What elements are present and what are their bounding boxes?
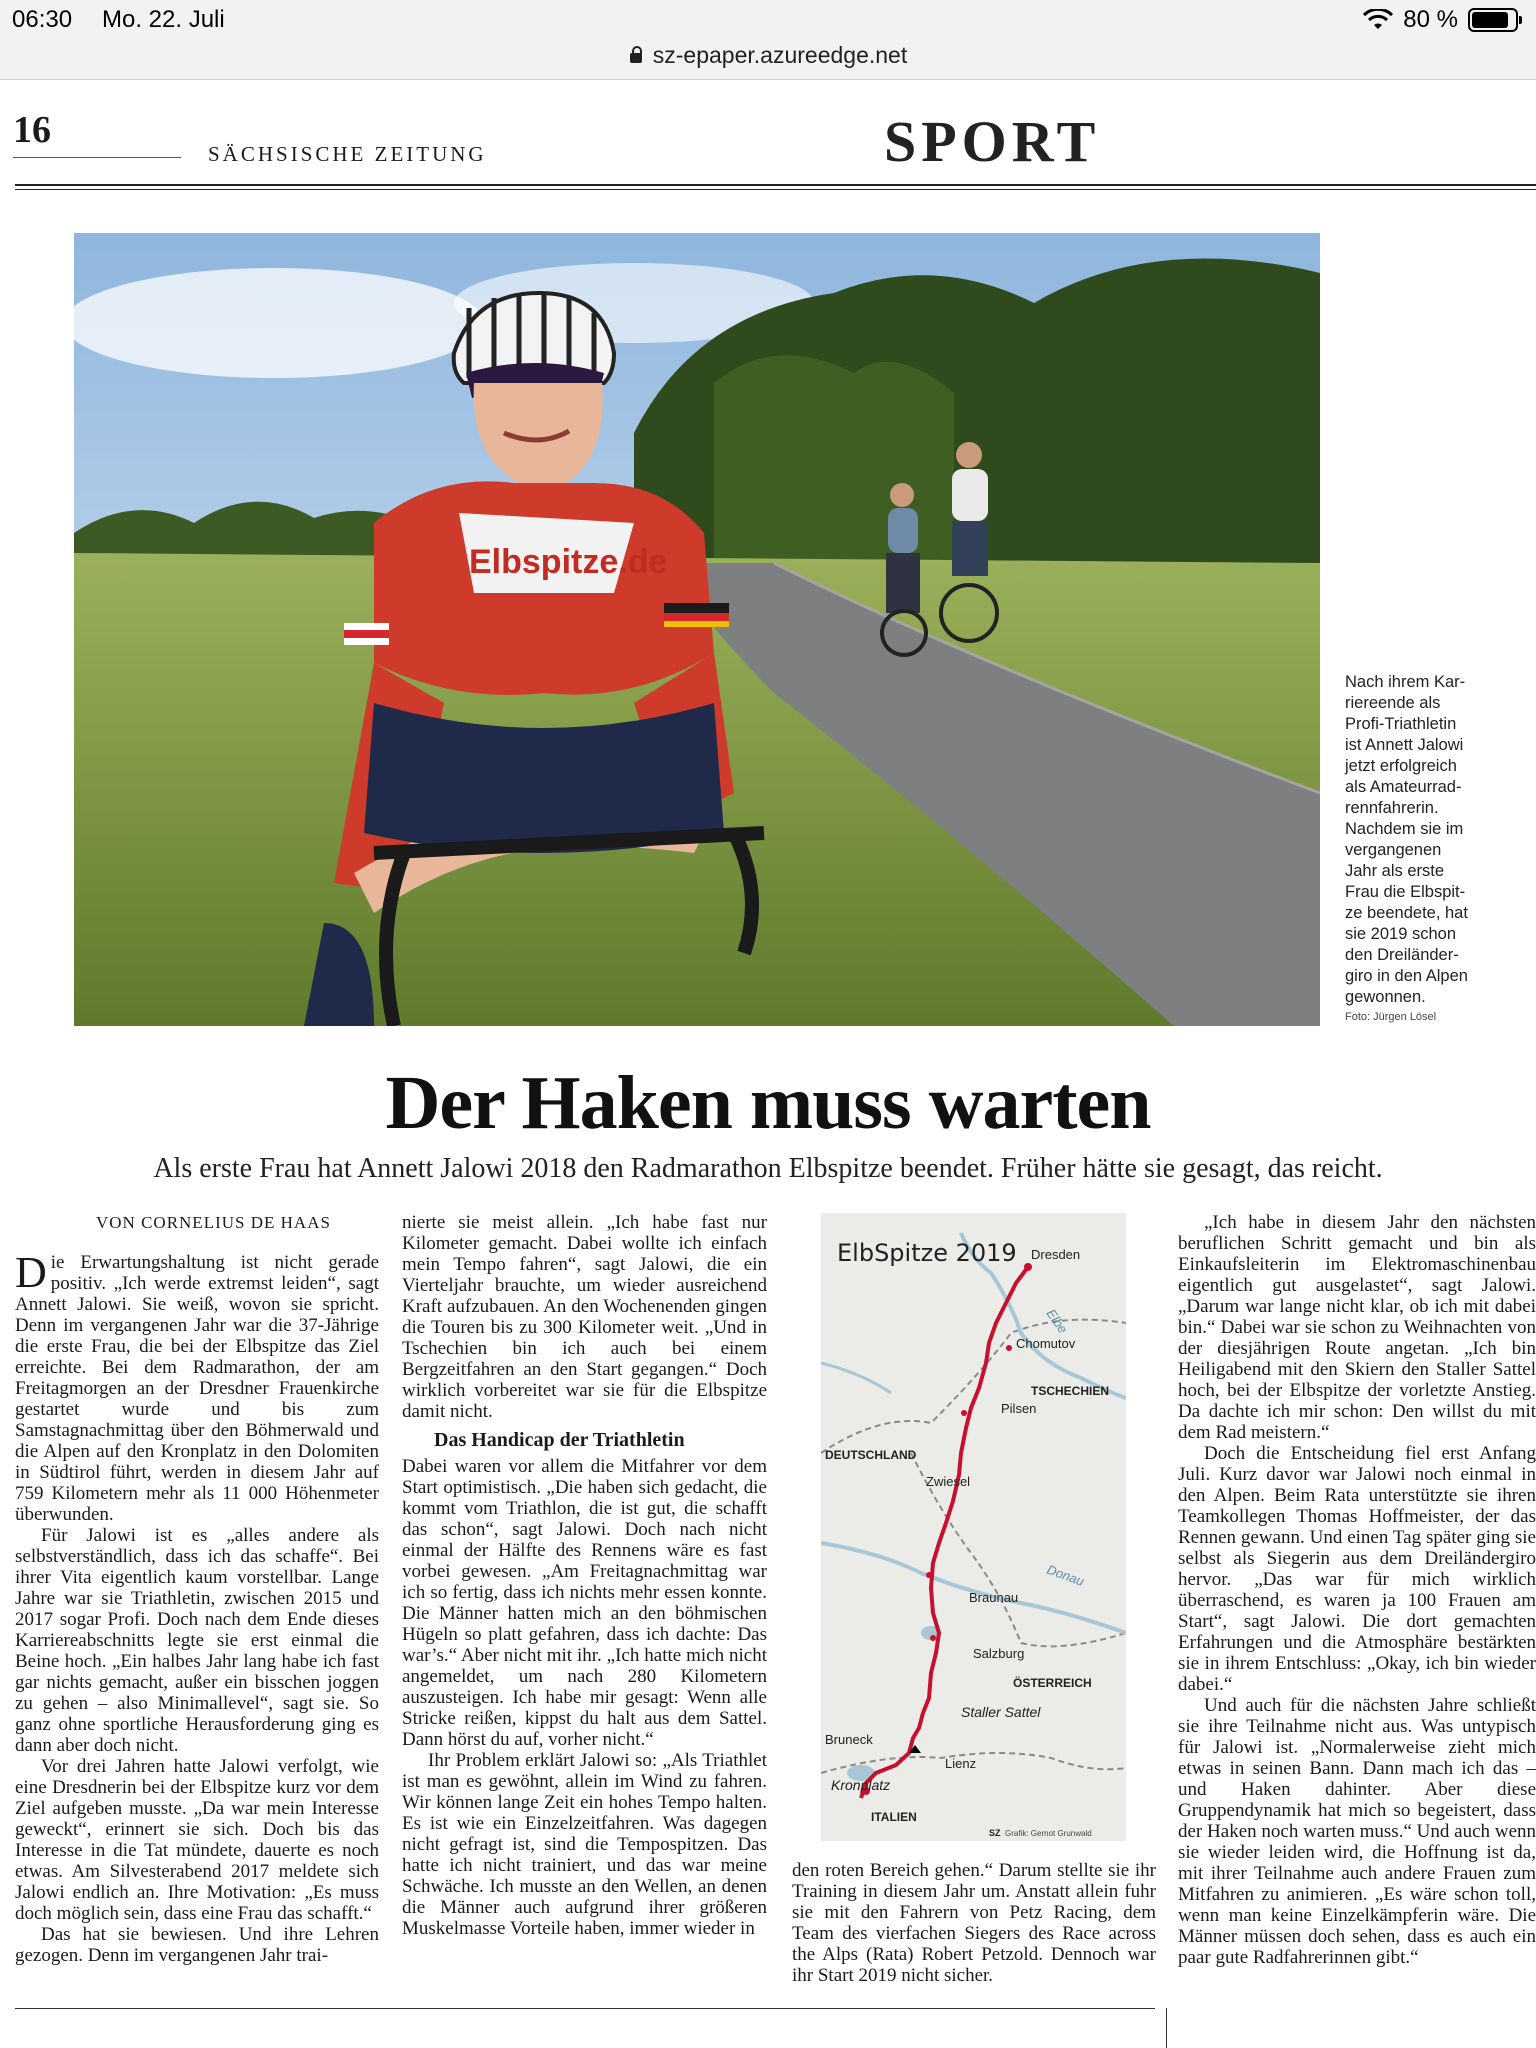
- article-paragraph: Und auch für die nächsten Jahre schließt sie ihre Teilnahme nicht aus. Was untypisch für Jalowi ist. „Normalerweise zieht mich etwas in seinen Bann. Dann mach ich das – und Haken dahinter. Aber diese Gruppendynamik hat mich so begeistert, dass der Haken noch warten muss.“ Und auch wenn sie wieder leiden wird, die Hoffnung ist da, mit ihrer Teilnahme auch andere Frauen zum Mitfahren zu animieren. „Es wäre schon toll, wenn man keine Einzelkämpferin wäre. Die Männer müssen doch sehen, dass es auch ein paar gute Radfahrerinnen gibt.“: [1178, 1695, 1536, 1968]
- newspaper-name: SÄCHSISCHE ZEITUNG: [208, 142, 487, 166]
- footer-divider: [1166, 2008, 1167, 2048]
- article-column-3: [792, 1860, 1156, 1986]
- status-bar: [0, 0, 1536, 80]
- map-marker-braunau: [926, 1572, 932, 1578]
- header-rule: [15, 184, 1536, 186]
- map-label-staller-sattel: Staller Sattel: [961, 1704, 1041, 1720]
- article-paragraph: nierte sie meist allein. „Ich habe fast nur Kilometer gemacht. Dabei wollte ich einfach mein Tempo fahren“, sagt Jalowi, die ein Vierteljahr brauchte, um wieder ausreichend Kraft aufzubauen. An den Wochenenden gingen die Touren bis zu 300 Kilometer weit. „Und in Tschechien bin ich auch bei einem Bergzeitfahren an den Start gegangen.“ Doch wirklich vorbereitet war sie für die Elbspitze damit nicht.: [402, 1212, 767, 1422]
- article-paragraph: Für Jalowi ist es „alles andere als selbstverständlich, dass ich das schaffe“. Bei ihrer Vita eigentlich kaum vorstellbar. Lange Jahre war sie Triathletin, zwischen 2015 und 2017 sogar Profi. Doch nach dem Ende dieses Karriereabschnitts legte sie erst einmal die Beine hoch. „Ein halbes Jahr lang habe ich fast gar nichts gemacht, außer ein bisschen joggen zu gehen – also Minimallevel“, sagt sie. So ganz ohne sportliche Herausforderung ging es dann aber doch nicht.: [15, 1525, 379, 1756]
- article-column-4: [1178, 1212, 1536, 1968]
- article-subheading: Das Handicap der Triathletin: [434, 1429, 685, 1451]
- map-label-zwiesel: Zwiesel: [926, 1474, 971, 1489]
- map-label-tschechien: TSCHECHIEN: [1031, 1384, 1110, 1398]
- map-label-lienz: Lienz: [945, 1756, 977, 1771]
- map-label-kronplatz: Kronplatz: [831, 1777, 891, 1793]
- map-label-braunau: Braunau: [969, 1590, 1019, 1605]
- map-marker-salzburg: [930, 1635, 936, 1641]
- photo-caption: Nach ihrem Kar- riereende als Profi-Triathletin ist Annett Jalowi jetzt erfolgreich als Amateurrad- rennfahrerin. Nachdem sie im vergangenen Jahr als erste Frau die Elbspit- ze beendete, hat sie 2019 schon den Dreiländer- giro in den Alpen gewonnen.: [1345, 673, 1468, 1006]
- article-photo[interactable]: [74, 233, 1320, 1026]
- map-title: ElbSpitze 2019: [837, 1239, 1017, 1267]
- article-paragraph: „Ich habe in diesem Jahr den nächsten beruflichen Schritt gemacht und bin als Einkaufsleiterin im Elektromaschinenbau eigentlich gut ausgelastet“, sagt Jalowi. „Darum war lange nicht klar, ob ich mit dabei bin.“ Dabei war sie schon zu Weihnachten von der diesjährigen Route angetan. „Ich bin Heiligabend mit den Skiern den Staller Sattel hoch, bei der Elbspitze der vorletzte Anstieg. Da dachte ich mir schon: Den willst du mit dem Rad meistern.“: [1178, 1212, 1536, 1443]
- route-map-graphic: [821, 1213, 1126, 1841]
- article-paragraph: Das hat sie bewiesen. Und ihre Lehren gezogen. Denn im vergangenen Jahr trai-: [15, 1924, 379, 1966]
- photo-credit: Foto: Jürgen Lösel: [1345, 1011, 1437, 1023]
- map-label-salzburg: Salzburg: [973, 1646, 1025, 1661]
- map-credit: Grafik: Gernot Grunwald: [1005, 1829, 1092, 1838]
- map-label-donau: Donau: [1044, 1561, 1087, 1589]
- map-marker-chomutov: [1006, 1345, 1012, 1351]
- map-credit-sz: SZ: [989, 1828, 1001, 1838]
- map-label-dresden: Dresden: [1031, 1247, 1081, 1262]
- map-marker-dresden: [1024, 1263, 1032, 1271]
- article-paragraph: den roten Bereich gehen.“ Darum stellte sie ihr Training in diesem Jahr um. Anstatt allein fuhr sie mit den Fahrern von Petz Racing, dem Team des vierfachen Siegers des Race across the Alps (Rata) Robert Petzold. Dennoch war ihr Start 2019 nicht sicher.: [792, 1860, 1156, 1986]
- status-indicators: [1363, 6, 1518, 34]
- map-label-italien: ITALIEN: [871, 1810, 917, 1824]
- page-number: 16: [13, 109, 51, 151]
- jersey-text: Elbspitze.de: [469, 543, 668, 581]
- cyclist-photo-illustration: [74, 233, 1320, 1026]
- page-number-rule: [13, 157, 181, 158]
- map-label-chomutov: Chomutov: [1016, 1336, 1076, 1351]
- lock-icon: [629, 46, 643, 64]
- article-byline: VON CORNELIUS DE HAAS: [96, 1213, 331, 1232]
- section-title: SPORT: [884, 109, 1101, 174]
- wifi-icon: [1363, 9, 1393, 31]
- map-label-oesterreich: ÖSTERREICH: [1013, 1676, 1092, 1690]
- battery-icon: [1468, 8, 1518, 32]
- status-time: 06:30: [12, 6, 73, 33]
- article-paragraph: Die Erwartungshaltung ist nicht gerade positiv. „Ich werde extremst leiden“, sagt Annett Jalowi. Sie weiß, wovon sie spricht. Denn im vergangenen Jahr war die 37-Jährige die erste Frau, die bei der Elbspitze das Ziel erreichte. Bei dem Radmarathon, der am Freitagmorgen an der Dresdner Frauenkirche gestartet wurde und bis zum Samstagnachmittag über den Böhmerwald und die Alpen auf den Kronplatz in den Dolomiten in Südtirol führt, werden in diesem Jahr auf 759 Kilometern mehr als 11 000 Höhenmeter überwunden.: [15, 1248, 379, 1525]
- map-label-pilsen: Pilsen: [1001, 1401, 1037, 1416]
- map-label-bruneck: Bruneck: [825, 1732, 873, 1747]
- article-column-1: [15, 1248, 379, 1966]
- dropcap: D: [15, 1248, 47, 1297]
- header-rule-thin: [15, 189, 1536, 190]
- battery-percentage: 80 %: [1403, 6, 1458, 33]
- status-date: Mo. 22. Juli: [102, 6, 225, 33]
- url-text[interactable]: sz-epaper.azureedge.net: [652, 41, 908, 68]
- address-bar[interactable]: [0, 38, 1536, 72]
- article-paragraph: Vor drei Jahren hatte Jalowi verfolgt, wie eine Dresdnerin bei der Elbspitze kurz vor dem Ziel aufgeben musste. „Da war mein Interesse geweckt“, erinnert sie sich. Doch bis das Interesse in die Tat mündete, dauerte es noch etwas. Am Silvesterabend 2017 meldete sich Jalowi endlich an. Ihre Motivation: „Es muss doch möglich sein, dass eine Frau das schafft.“: [15, 1756, 379, 1924]
- map-label-deutschland: DEUTSCHLAND: [825, 1448, 917, 1462]
- footer-rule: [15, 2008, 1155, 2009]
- article-column-2: [402, 1212, 767, 1939]
- article-paragraph: Doch die Entscheidung fiel erst Anfang Juli. Kurz davor war Jalowi noch einmal in den Alpen. Beim Rata unterstützte sie ihren Teamkollegen Thomas Hoffmeister, der das Rennen gewann. Und einen Tag später ging sie selbst als Siegerin aus dem Dreiländergiro hervor. „Das war für mich wirklich überraschend, es waren ja 100 Frauen am Start“, sagt Jalowi. Die dort gemachten Erfahrungen und die Atmosphäre bestärkten sie in ihrem Entschluss: „Okay, ich bin wieder dabei.“: [1178, 1443, 1536, 1695]
- route-map[interactable]: [821, 1213, 1126, 1841]
- map-marker-pilsen: [961, 1410, 967, 1416]
- map-label-elbe: Elbe: [1043, 1306, 1071, 1337]
- article-paragraph: Dabei waren vor allem die Mitfahrer vor dem Start optimistisch. „Die haben sich gedacht, die kommt vom Triathlon, die ist gut, die schafft das schon“, sagt Jalowi. Doch nach nicht einmal der Hälfte des Rennens wäre es fast vorbei gewesen. „Am Freitagnachmittag war ich so fertig, dass ich nichts mehr essen konnte. Die Männer hatten mich an den böhmischen Hügeln so platt gefahren, dass ich dachte: Das war’s.“ Aber nicht mit ihr. „Ich hatte mich nicht angemeldet, um nach 280 Kilometern auszusteigen. Ich habe mir gesagt: Wenn alle Stricke reißen, kippst du halt aus dem Sattel. Dann hörst du auf, vorher nicht.“: [402, 1456, 767, 1750]
- article-subline: Als erste Frau hat Annett Jalowi 2018 den Radmarathon Elbspitze beendet. Früher hätte sie gesagt, das reicht.: [153, 1153, 1383, 1184]
- article-headline: Der Haken muss warten: [385, 1061, 1151, 1145]
- article-paragraph: Ihr Problem erklärt Jalowi so: „Als Triathlet ist man es gewöhnt, allein im Wind zu fahren. Wir können lange Zeit ein hohes Tempo halten. Es ist wie ein Einzelzeitfahren. Was dagegen nicht gefragt ist, sind die Tempospitzen. Das hatte ich nicht trainiert, und das war meine Schwäche. Ich musste an den Wellen, an denen die Männer auch aufgrund ihrer größeren Muskelmasse Vorteile haben, immer wieder in: [402, 1750, 767, 1939]
